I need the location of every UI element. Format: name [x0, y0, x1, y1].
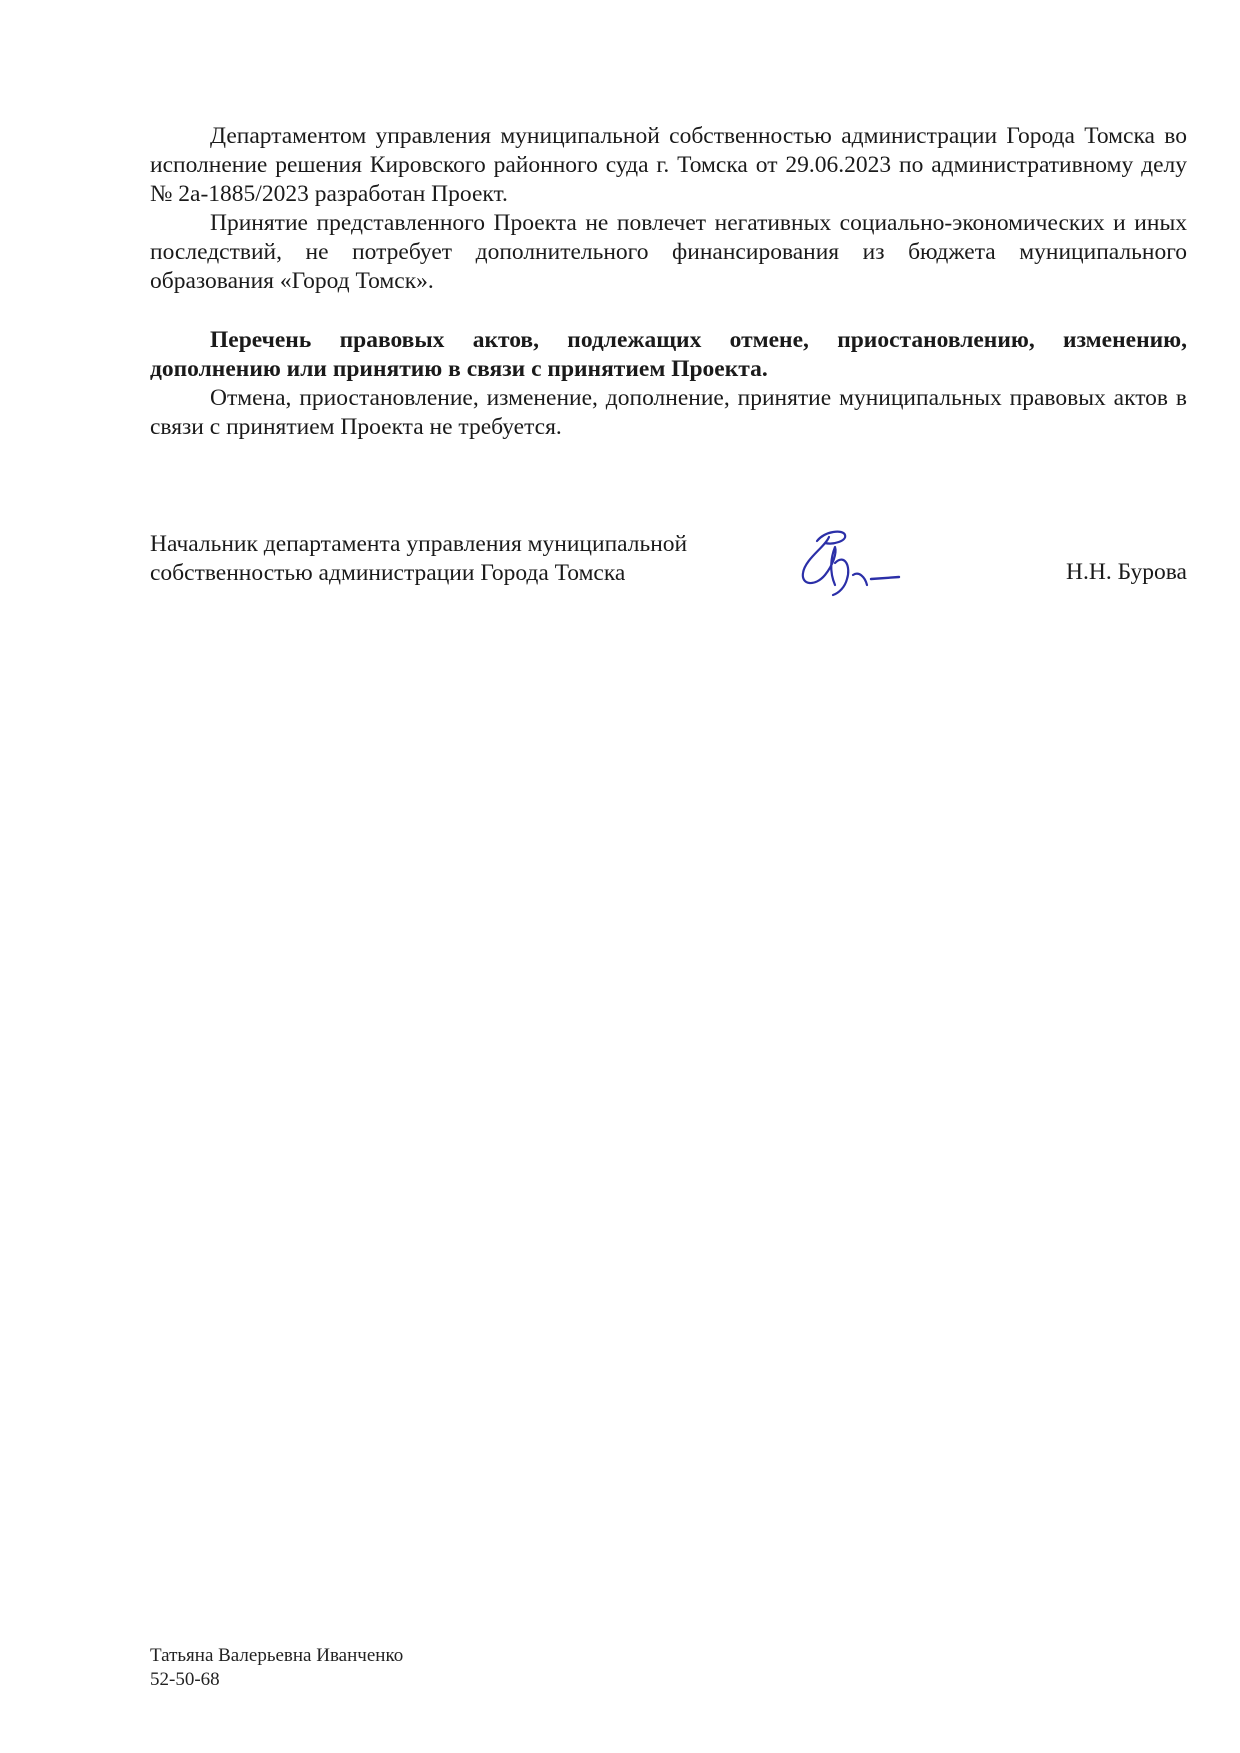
handwritten-signature [795, 523, 905, 603]
signatory-name: Н.Н. Бурова [1066, 559, 1187, 585]
executor-phone: 52-50-68 [150, 1669, 220, 1690]
section-heading-legal-acts: Перечень правовых актов, подлежащих отмене, приостановлению, изменению, дополнению или принятию в связи с принятием Проекта. [150, 327, 1187, 382]
signatory-position-line-1: Начальник департамента управления муниципальной [150, 531, 688, 557]
executor-info [150, 1644, 403, 1692]
paragraph-basis: Департаментом управления муниципальной собственностью администрации Города Томска во исполнение решения Кировского районного суда г. Томска от 29.06.2023 по административному делу № 2а-1885/2023 разработан Проект. [150, 123, 1187, 207]
paragraph-legal-acts: Отмена, приостановление, изменение, дополнение, принятие муниципальных правовых актов в связи с принятием Проекта не требуется. [150, 385, 1187, 440]
signature-stroke-main [803, 532, 867, 595]
paragraph-consequences: Принятие представленного Проекта не повлечет негативных социально-экономических и иных последствий, не потребует дополнительного финансирования из бюджета муниципального образования «Город Томск». [150, 210, 1187, 294]
signature-stroke-dash [871, 577, 899, 579]
signatory-position-line-2: собственностью администрации Города Томска [150, 560, 626, 586]
signatory-position [150, 530, 710, 588]
executor-name: Татьяна Валерьевна Иванченко [150, 1645, 404, 1666]
